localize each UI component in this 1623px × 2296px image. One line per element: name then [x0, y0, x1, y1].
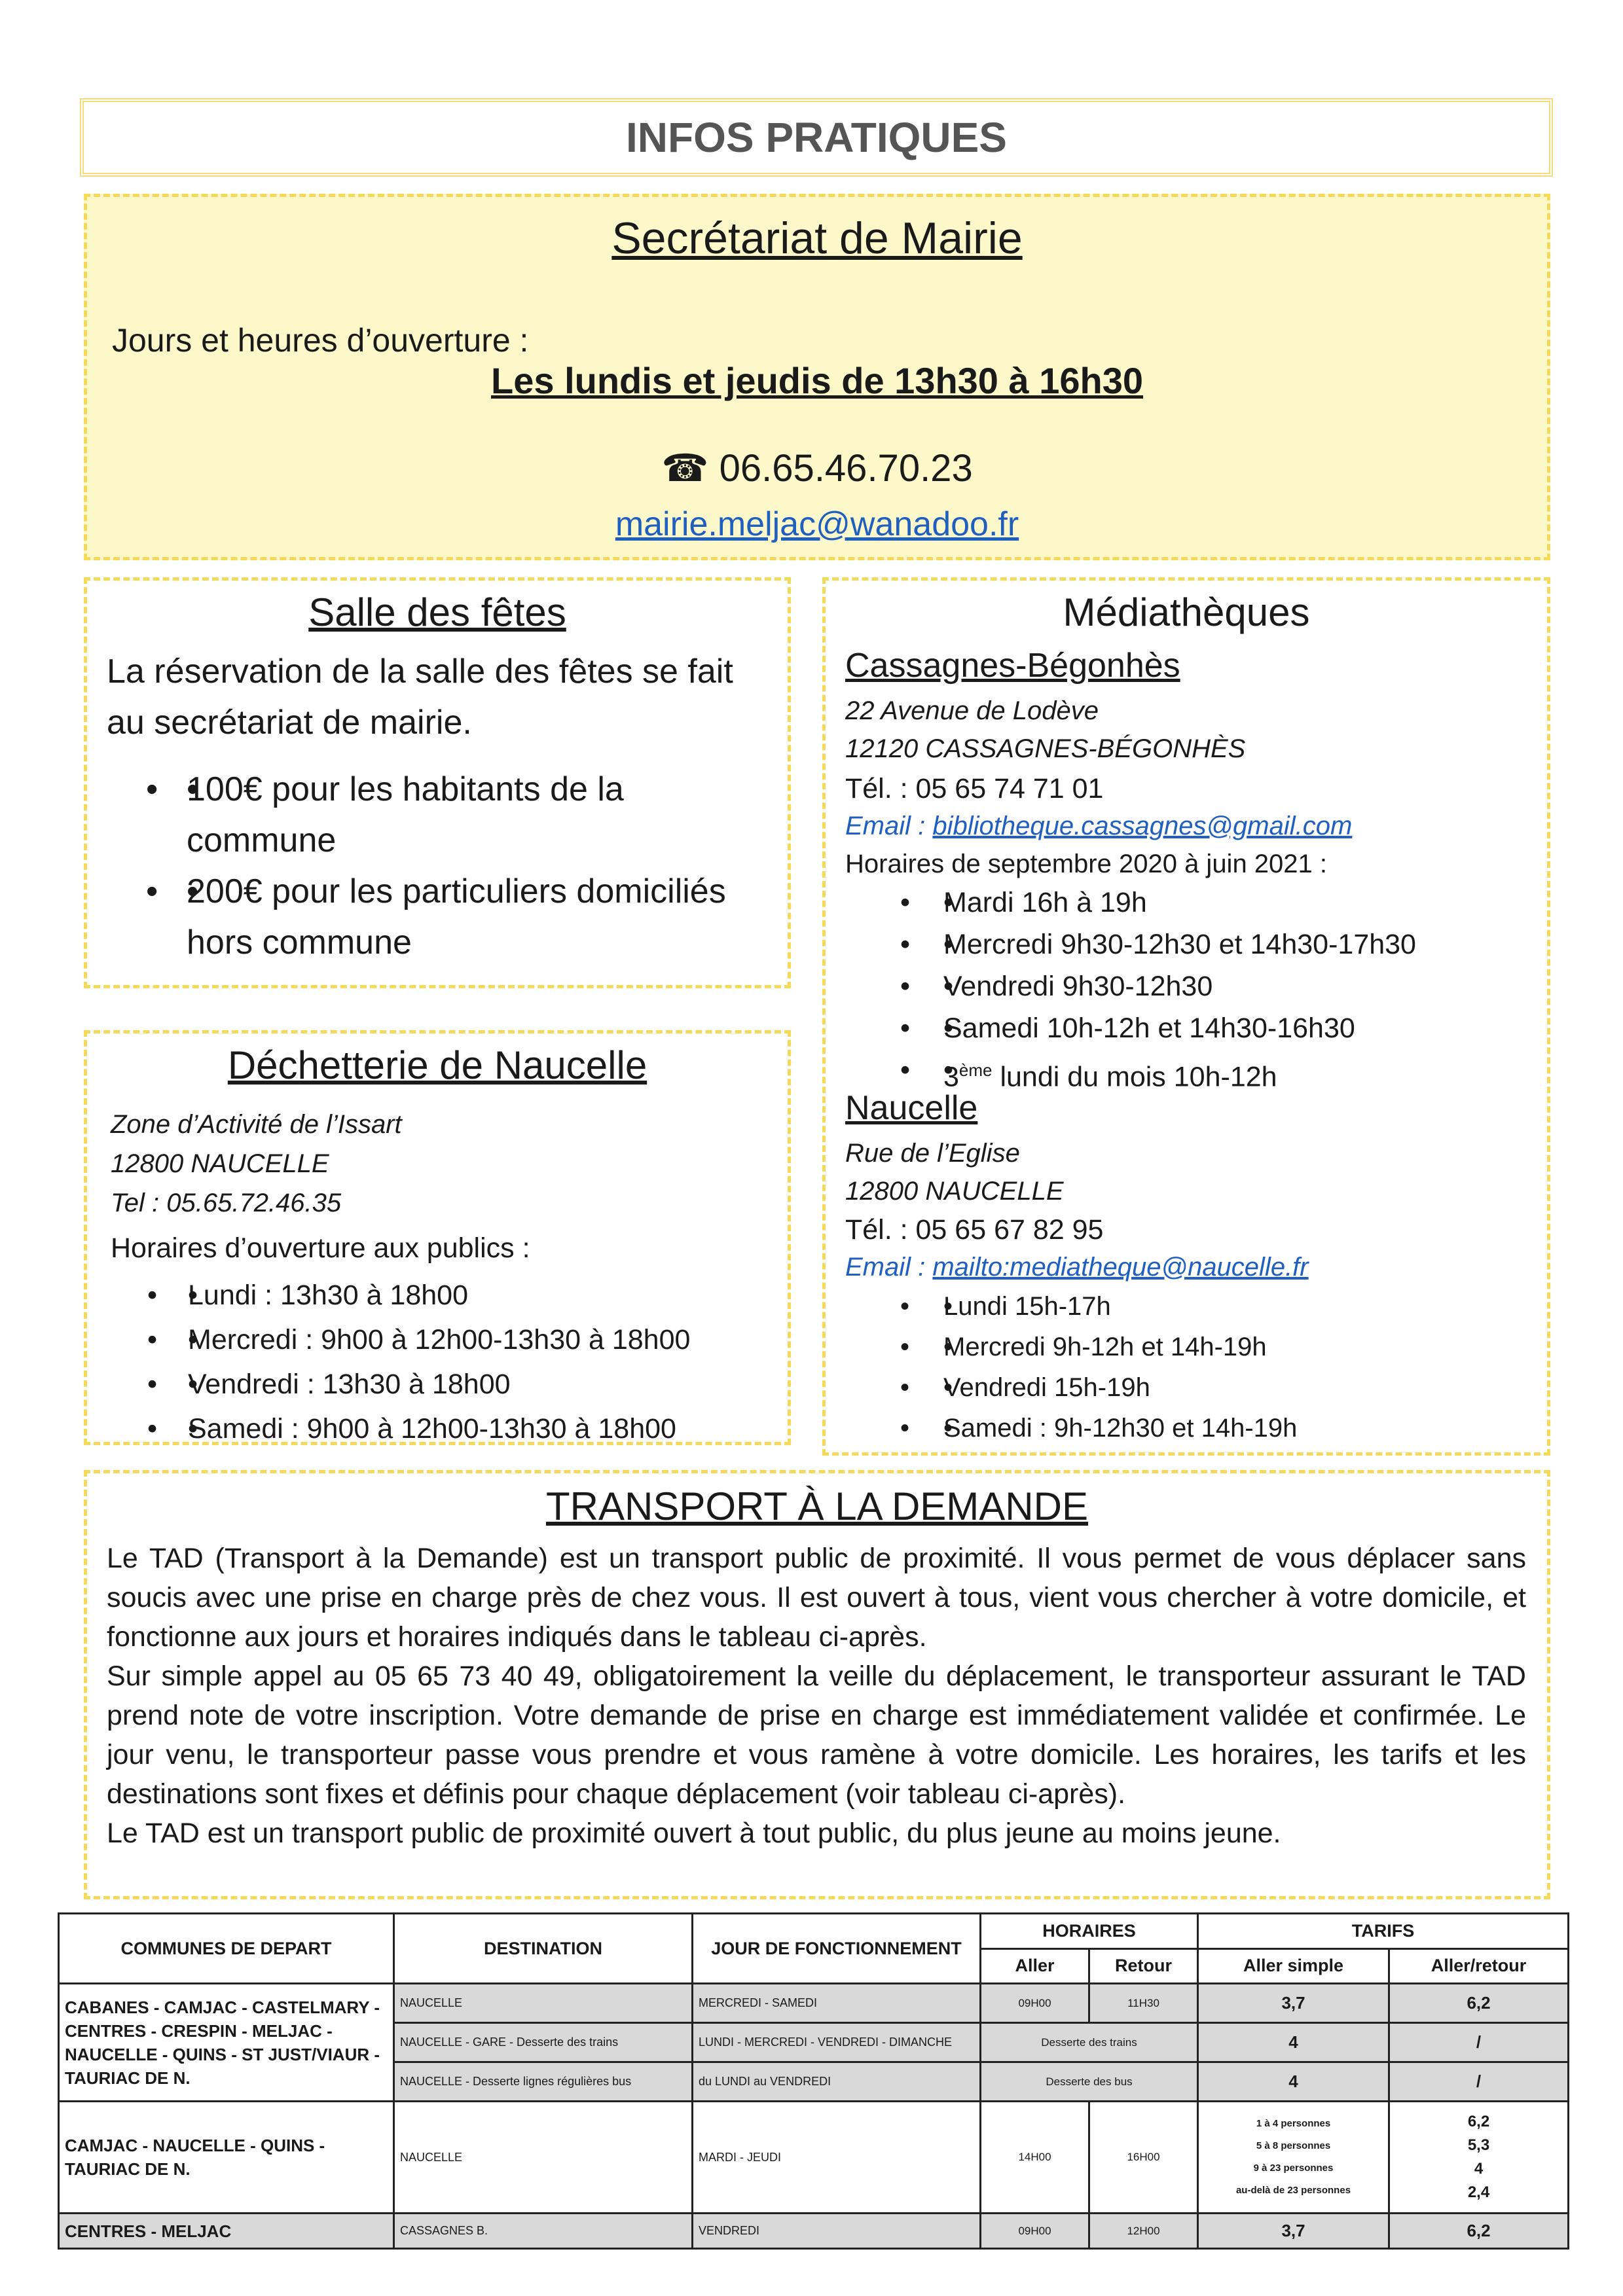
mairie-email-wrap — [87, 505, 1547, 544]
list-item: • • 200€ pour les particuliers domiciliés hors commune — [107, 866, 775, 968]
phone-icon: ☎ — [661, 447, 709, 490]
tad-schedule-table — [58, 1912, 1569, 2250]
list-item: • • Vendredi : 13h30 à 18h00 — [111, 1365, 785, 1409]
header-communes: COMMUNES DE DEPART — [59, 1914, 394, 1984]
cassagnes-tel: Tél. : 05 65 74 71 01 — [845, 773, 1104, 804]
dechetterie-hours-list — [111, 1276, 785, 1454]
naucelle-address-1: Rue de l’Eglise — [845, 1139, 1020, 1168]
list-item: • • 100€ pour les habitants de la commune — [107, 764, 775, 866]
tad-paragraph-2: Sur simple appel au 05 65 73 40 49, obligatoirement la veille du déplacement, le transporteur assurant le TAD prend note de votre inscription. Votre demande de prise en charge est immédiatement validée et confirmée. Le jour venu, le transporteur passe vous prendre et vous ramène à votre domicile. Les horaires, les tarifs et les destinations sont fixes et définis pour chaque déplacement (voir tableau ci-après). — [107, 1660, 1526, 1810]
dechetterie-address-1: Zone d’Activité de l’Issart — [111, 1110, 402, 1139]
list-item: • • Samedi : 9h00 à 12h00-13h30 à 18h00 — [111, 1409, 785, 1454]
mediatheques-heading: Médiathèques — [1063, 590, 1310, 634]
tad-section — [84, 1470, 1550, 1899]
list-item: • • Samedi : 9h-12h30 et 14h-19h — [845, 1409, 1539, 1450]
list-item: • • Vendredi 15h-19h — [845, 1369, 1539, 1409]
communes-group-3: CENTRES - MELJAC — [59, 2214, 394, 2249]
table-row: NAUCELLE - GARE - Desserte des trains LUNDI - MERCREDI - VENDREDI - DIMANCHE Desserte des trains 4 / — [59, 2023, 1569, 2062]
tad-body — [107, 1539, 1526, 1853]
naucelle-hours-list — [845, 1287, 1539, 1450]
header-destination: DESTINATION — [394, 1914, 693, 1984]
salle-price-list — [107, 764, 775, 968]
list-item: • • Lundi : 13h30 à 18h00 — [111, 1276, 785, 1320]
tier-values: 6,2 5,3 4 2,4 — [1389, 2102, 1569, 2214]
header-aller: Aller — [981, 1948, 1089, 1984]
dechetterie-address-2: 12800 NAUCELLE — [111, 1149, 329, 1178]
list-item: • • 3ème lundi du mois 10h-12h — [845, 1050, 1539, 1092]
tad-table — [58, 1912, 1567, 2250]
naucelle-address-2: 12800 NAUCELLE — [845, 1177, 1064, 1206]
salle-heading: Salle des fêtes — [308, 590, 566, 634]
table-row: NAUCELLE - Desserte lignes régulières bus du LUNDI au VENDREDI Desserte des bus 4 / — [59, 2062, 1569, 2102]
table-row: CABANES - CAMJAC - CASTELMARY - CENTRES - CRESPIN - MELJAC - NAUCELLE - QUINS - ST JUST/VIAUR - TAURIAC DE N. NAUCELLE MERCREDI - SAMEDI 09H00 11H30 3,7 6,2 — [59, 1984, 1569, 2023]
tad-paragraph-3: Le TAD est un transport public de proximité ouvert à tout public, du plus jeune au moins jeune. — [107, 1818, 1281, 1849]
list-item: • • Mercredi 9h-12h et 14h-19h — [845, 1328, 1539, 1369]
mairie-phone-number: 06.65.46.70.23 — [719, 447, 973, 490]
communes-group-1: CABANES - CAMJAC - CASTELMARY - CENTRES - CRESPIN - MELJAC - NAUCELLE - QUINS - ST JUST/VIAUR - TAURIAC DE N. — [59, 1984, 394, 2102]
dechetterie-section — [84, 1030, 791, 1445]
header-aller-retour: Aller/retour — [1389, 1948, 1569, 1984]
email-label: Email : — [845, 812, 933, 840]
header-horaires: HORAIRES — [981, 1914, 1198, 1949]
cassagnes-address-2: 12120 CASSAGNES-BÉGONHÈS — [845, 734, 1246, 763]
communes-group-2: CAMJAC - NAUCELLE - QUINS - TAURIAC DE N. — [59, 2102, 394, 2214]
tad-heading: TRANSPORT À LA DEMANDE — [546, 1484, 1088, 1528]
header-aller-simple: Aller simple — [1198, 1948, 1389, 1984]
page-title-box — [80, 98, 1553, 177]
list-item: • • Mercredi 9h30-12h30 et 14h30-17h30 — [845, 925, 1539, 967]
mairie-phone — [87, 446, 1547, 490]
naucelle-email-link[interactable]: mailto:mediatheque@naucelle.fr — [932, 1253, 1309, 1282]
cassagnes-email-link[interactable]: bibliotheque.cassagnes@gmail.com — [932, 812, 1353, 840]
tier-labels: 1 à 4 personnes 5 à 8 personnes 9 à 23 personnes au-delà de 23 personnes — [1198, 2102, 1389, 2214]
dechetterie-hours-label: Horaires d’ouverture aux publics : — [111, 1232, 530, 1264]
table-row: CAMJAC - NAUCELLE - QUINS - TAURIAC DE N. NAUCELLE MARDI - JEUDI 14H00 16H00 1 à 4 personnes 5 à 8 personnes 9 à 23 personnes au-delà de 23 personnes 6,2 5,3 4 2,4 — [59, 2102, 1569, 2214]
cassagnes-address-1: 22 Avenue de Lodève — [845, 696, 1099, 725]
header-jour: JOUR DE FONCTIONNEMENT — [693, 1914, 981, 1984]
mediatheques-section — [822, 577, 1550, 1456]
dechetterie-heading: Déchetterie de Naucelle — [227, 1043, 647, 1087]
page-title: INFOS PRATIQUES — [626, 114, 1007, 161]
cassagnes-hours-list — [845, 883, 1539, 1092]
header-tarifs: TARIFS — [1198, 1914, 1569, 1949]
mairie-hours-label: Jours et heures d’ouverture : — [112, 322, 529, 359]
table-row: CENTRES - MELJAC CASSAGNES B. VENDREDI 09H00 12H00 3,7 6,2 — [59, 2214, 1569, 2249]
cassagnes-email — [845, 807, 1352, 845]
list-item: • • Mercredi : 9h00 à 12h00-13h30 à 18h00 — [111, 1320, 785, 1365]
naucelle-name: Naucelle — [845, 1089, 978, 1127]
mairie-section — [84, 194, 1550, 560]
header-retour: Retour — [1089, 1948, 1198, 1984]
cassagnes-name: Cassagnes-Bégonhès — [845, 647, 1180, 685]
salle-intro: La réservation de la salle des fêtes se fait au secrétariat de mairie. — [107, 653, 733, 742]
cassagnes-hours-label: Horaires de septembre 2020 à juin 2021 : — [845, 850, 1328, 878]
naucelle-email — [845, 1248, 1309, 1286]
list-item: • • Lundi 15h-17h — [845, 1287, 1539, 1328]
salle-section — [84, 577, 791, 988]
list-item: • • Vendredi 9h30-12h30 — [845, 967, 1539, 1009]
mairie-hours: Les lundis et jeudis de 13h30 à 16h30 — [491, 360, 1143, 401]
naucelle-tel: Tél. : 05 65 67 82 95 — [845, 1214, 1104, 1246]
list-item: • • Samedi 10h-12h et 14h30-16h30 — [845, 1009, 1539, 1050]
email-label: Email : — [845, 1253, 933, 1282]
tad-paragraph-1: Le TAD (Transport à la Demande) est un transport public de proximité. Il vous permet de vous déplacer sans soucis avec une prise en charge près de chez vous. Il est ouvert à tous, vient vous chercher à votre domicile, et fonctionne aux jours et horaires indiqués dans le tableau ci-après. — [107, 1543, 1526, 1653]
mairie-heading: Secrétariat de Mairie — [611, 213, 1023, 263]
dechetterie-tel: Tel : 05.65.72.46.35 — [111, 1189, 342, 1217]
list-item: • • Mardi 16h à 19h — [845, 883, 1539, 925]
mairie-email-link[interactable]: mairie.meljac@wanadoo.fr — [615, 505, 1019, 543]
